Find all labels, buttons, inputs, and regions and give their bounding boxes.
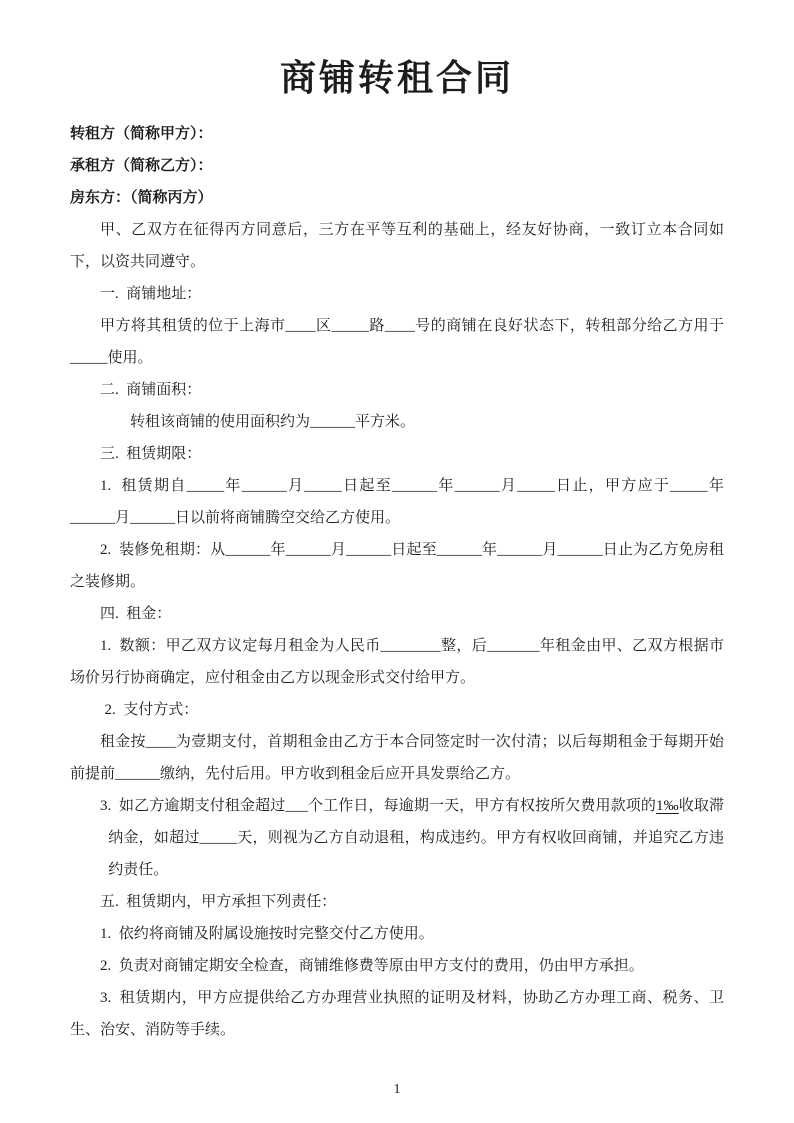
- clause-duty-2: 2. 负责对商铺定期安全检查，商铺维修费等原由甲方支付的费用，仍由甲方承担。: [100, 958, 644, 974]
- clause-area: 转租该商铺的使用面积约为______平方米。: [130, 414, 416, 430]
- clause-address: 甲方将其租赁的位于上海市____区_____路____号的商铺在良好状态下，转租部分给乙方用于_____使用。: [70, 318, 724, 366]
- clause-rent-amount: 1. 数额：甲乙双方议定每月租金为人民币________整，后_______年租金由甲、乙双方根据市场价另行协商确定，应付租金由乙方以现金形式交付给甲方。: [70, 638, 724, 686]
- section-heading-area: 二. 商铺面积：: [100, 382, 202, 398]
- document-title: 商铺转租合同: [279, 58, 514, 98]
- page-number: 1: [393, 1082, 401, 1097]
- section-heading-party-a-duties: 五. 租赁期内，甲方承担下列责任：: [100, 894, 337, 910]
- document-body: [70, 118, 724, 1046]
- party-line-landlord: 房东方：（简称丙方）: [70, 190, 213, 206]
- section-heading-term: 三. 租赁期限：: [100, 446, 202, 462]
- party-line-sublessor: 转租方（简称甲方）：: [70, 126, 213, 142]
- overdue-permille-rate: 1‰: [655, 798, 679, 814]
- clause-rent-overdue: [70, 790, 724, 886]
- clause-duty-3: 3. 租赁期内，甲方应提供给乙方办理营业执照的证明及材料，协助乙方办理工商、税务、卫生、治安、消防等手续。: [70, 990, 724, 1038]
- clause-term-2: 2. 装修免租期：从______年______月______日起至______年______月______日止为乙方免房租之装修期。: [70, 542, 724, 590]
- overdue-text-after: 收取滞纳金，如超过_____天，则视为乙方自动退租，构成违约。甲方有权收回商铺，并追究乙方违约责任。: [108, 798, 724, 878]
- clause-rent-payment: 租金按____为壹期支付，首期租金由乙方于本合同签定时一次付清；以后每期租金于每期开始前提前______缴纳，先付后用。甲方收到租金后应开具发票给乙方。: [70, 734, 724, 782]
- section-heading-rent: 四. 租金：: [100, 606, 172, 622]
- party-line-lessee: 承租方（简称乙方）：: [70, 158, 213, 174]
- overdue-text-before: 3. 如乙方逾期支付租金超过___个工作日，每逾期一天，甲方有权按所欠费用款项的: [100, 798, 656, 814]
- preamble: 甲、乙双方在征得丙方同意后，三方在平等互利的基础上，经友好协商，一致订立本合同如下，以资共同遵守。: [70, 222, 724, 270]
- clause-duty-1: 1. 依约将商铺及附属设施按时完整交付乙方使用。: [100, 926, 434, 942]
- clause-rent-payment-heading: 2. 支付方式：: [104, 702, 199, 718]
- section-heading-address: 一. 商铺地址：: [100, 286, 202, 302]
- clause-term-1: 1. 租赁期自_____年______月_____日起至______年______月_____日止，甲方应于_____年______月______日以前将商铺腾空交给乙方使用。: [70, 478, 724, 526]
